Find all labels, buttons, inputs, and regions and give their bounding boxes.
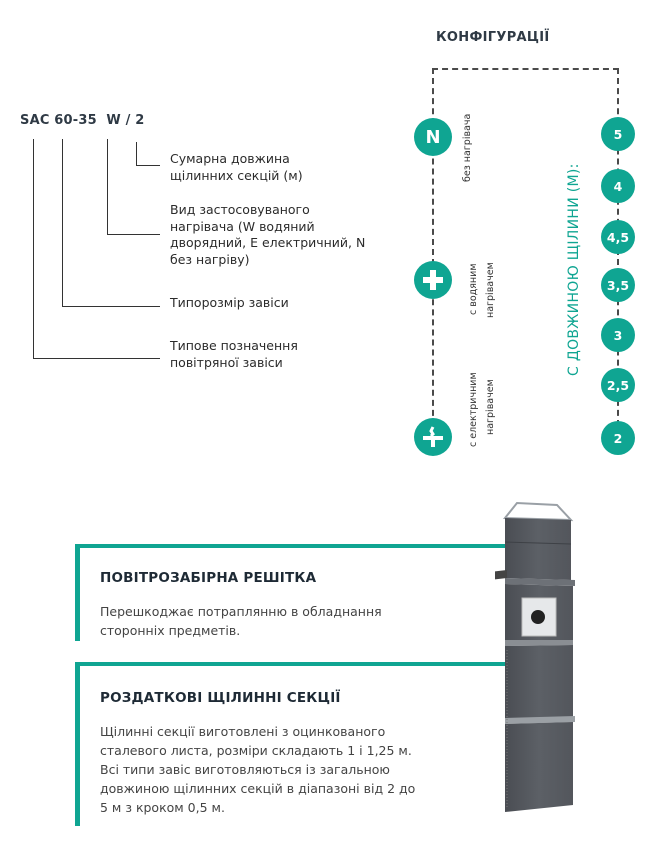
lengths-label: С ДОВЖИНОЮ ЩІЛИНИ (М): xyxy=(566,163,582,376)
heater-water-label-2: нагрівачем xyxy=(485,262,496,318)
heater-water-label-1: с водяним xyxy=(468,263,479,315)
plus-electric-icon xyxy=(420,424,446,450)
length-badge xyxy=(601,318,635,352)
plus-water-icon xyxy=(421,268,445,292)
feature-text-line: 5 м з кроком 0,5 м. xyxy=(100,800,225,815)
length-value: 3,5 xyxy=(606,277,630,293)
heater-electric-badge xyxy=(414,418,452,456)
air-curtain-product-image xyxy=(495,500,585,840)
model-code: SAC 60-35 W / 2 xyxy=(20,113,145,128)
leader-line-4 xyxy=(136,142,137,166)
feature-title: РОЗДАТКОВІ ЩІЛИННІ СЕКЦІЇ xyxy=(100,690,341,706)
heater-water-badge xyxy=(414,261,452,299)
letter-n-icon: N xyxy=(425,126,441,148)
length-badge xyxy=(601,169,635,203)
leader-line-3-h xyxy=(107,234,160,235)
feature-card-slot-sections xyxy=(75,662,515,826)
feature-text-line: сталевого листа, розміри складають 1 і 1,25 м. xyxy=(100,743,412,758)
length-value: 2 xyxy=(613,430,623,446)
desc-heater-type: Вид застосовуваного нагрівача (W водяний дворядний, E електричний, N без нагріву) xyxy=(170,202,366,267)
leader-line-2-h xyxy=(62,306,160,307)
feature-text-line: Перешкоджає потраплянню в обладнання xyxy=(100,604,382,619)
heater-electric-label-2: нагрівачем xyxy=(485,379,496,435)
heater-none-badge xyxy=(414,118,452,156)
configurations-title: КОНФІГУРАЦІЇ xyxy=(436,30,550,45)
dashed-connector-top xyxy=(432,68,619,70)
feature-text-line: Щілинні секції виготовлені з оцинкованого xyxy=(100,724,386,739)
leader-line-2 xyxy=(62,139,63,306)
feature-card-air-intake-grille xyxy=(75,544,515,641)
length-badge xyxy=(601,268,635,302)
length-value: 2,5 xyxy=(606,377,630,393)
feature-title: ПОВІТРОЗАБІРНА РЕШІТКА xyxy=(100,570,317,586)
feature-text-line: Всі типи завіс виготовляються із загальною xyxy=(100,762,390,777)
heater-none-label: без нагрівача xyxy=(462,113,473,182)
feature-text-line: довжиною щілинних секцій в діапазоні від 2 до xyxy=(100,781,416,796)
heater-electric-label-1: с електричним xyxy=(468,372,479,447)
length-badge xyxy=(601,117,635,151)
length-value: 5 xyxy=(613,126,623,142)
leader-line-3 xyxy=(107,139,108,235)
desc-size: Типорозмір завіси xyxy=(170,295,289,310)
feature-text xyxy=(100,722,415,817)
length-value: 4 xyxy=(613,178,623,194)
length-value: 4,5 xyxy=(606,229,630,245)
leader-line-1-h xyxy=(33,358,160,359)
length-badge xyxy=(601,421,635,455)
length-badge xyxy=(601,368,635,402)
leader-line-1 xyxy=(33,139,34,359)
desc-total-length: Сумарна довжина щілинних секцій (м) xyxy=(170,151,303,183)
length-value: 3 xyxy=(613,327,623,343)
leader-line-4-h xyxy=(136,165,160,166)
desc-type-designation: Типове позначення повітряної завіси xyxy=(170,338,298,370)
feature-text xyxy=(100,602,382,640)
feature-text-line: сторонніх предметів. xyxy=(100,623,241,638)
length-badge xyxy=(601,220,635,254)
